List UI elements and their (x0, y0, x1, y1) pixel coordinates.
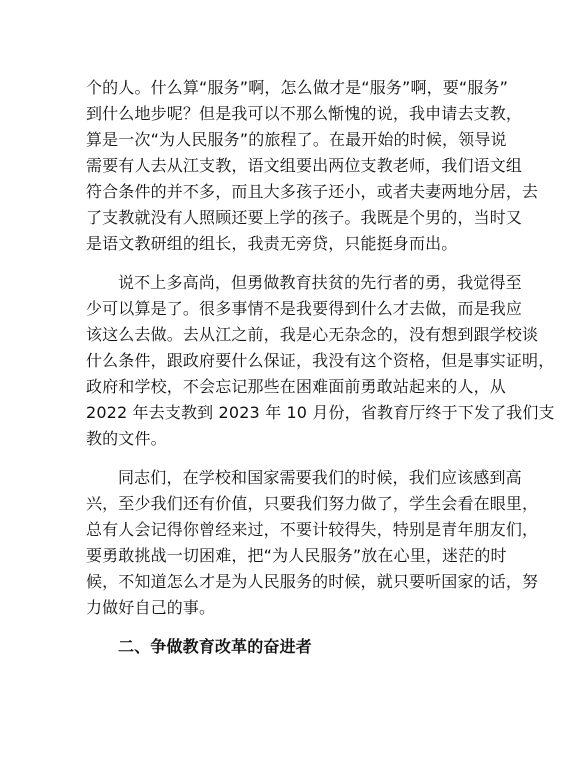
paragraph-1-line-1: 个的人。什么算“服务”啊，怎么做才是“服务”啊，要“服务” (86, 78, 509, 97)
section-heading: 二、争做教育改革的奋进者 (118, 637, 312, 656)
paragraph-1-line-5: 符合条件的并不多，而且大多孩子还小，或者夫妻两地分居，去 (86, 182, 539, 201)
paragraph-3-line-4: 要勇敢挑战一切困难，把“为人民服务”放在心里，迷茫的时 (86, 546, 507, 565)
paragraph-2-line-5: 政府和学校，不会忘记那些在困难面前勇敢站起来的人，从 (86, 377, 506, 396)
paragraph-1-line-6: 了支教就没有人照顾还要上学的孩子。我既是个男的，当时又 (86, 208, 523, 227)
paragraph-1-line-3: 算是一次“为人民服务”的旅程了。在最开始的时候，领导说 (86, 130, 507, 149)
paragraph-1-line-4: 需要有人去从江支教，语文组要出两位支教老师，我们语文组 (86, 156, 523, 175)
paragraph-2-line-4: 什么条件，跟政府要什么保证，我没有这个资格，但是事实证明， (86, 351, 555, 370)
paragraph-2-line-3: 该这么去做。去从江之前，我是心无杂念的，没有想到跟学校谈 (86, 325, 539, 344)
paragraph-1-line-2: 到什么地步呢？但是我可以不那么惭愧的说，我申请去支教， (86, 104, 523, 123)
paragraph-2-line-2: 少可以算是了。很多事情不是我要得到什么才去做，而是我应 (86, 299, 523, 318)
paragraph-3-line-5: 候，不知道怎么才是为人民服务的时候，就只要听国家的话，努 (86, 572, 539, 591)
paragraph-3-line-2: 兴，至少我们还有价值，只要我们努力做了，学生会看在眼里， (86, 494, 539, 513)
paragraph-2-line-6: 2022 年去支教到 2023 年 10 月份，省教育厅终于下发了我们支 (86, 403, 555, 422)
paragraph-3-line-6: 力做好自己的事。 (86, 598, 216, 617)
paragraph-3-line-1: 同志们，在学校和国家需要我们的时候，我们应该感到高 (118, 468, 522, 487)
paragraph-1-line-7: 是语文教研组的组长，我责无旁贷，只能挺身而出。 (86, 234, 458, 253)
paragraph-3-line-3: 总有人会记得你曾经来过，不要计较得失，特别是青年朋友们， (86, 520, 539, 539)
paragraph-2-line-1: 说不上多高尚，但勇做教育扶贫的先行者的勇，我觉得至 (118, 273, 522, 292)
paragraph-2-line-7: 教的文件。 (86, 429, 167, 448)
